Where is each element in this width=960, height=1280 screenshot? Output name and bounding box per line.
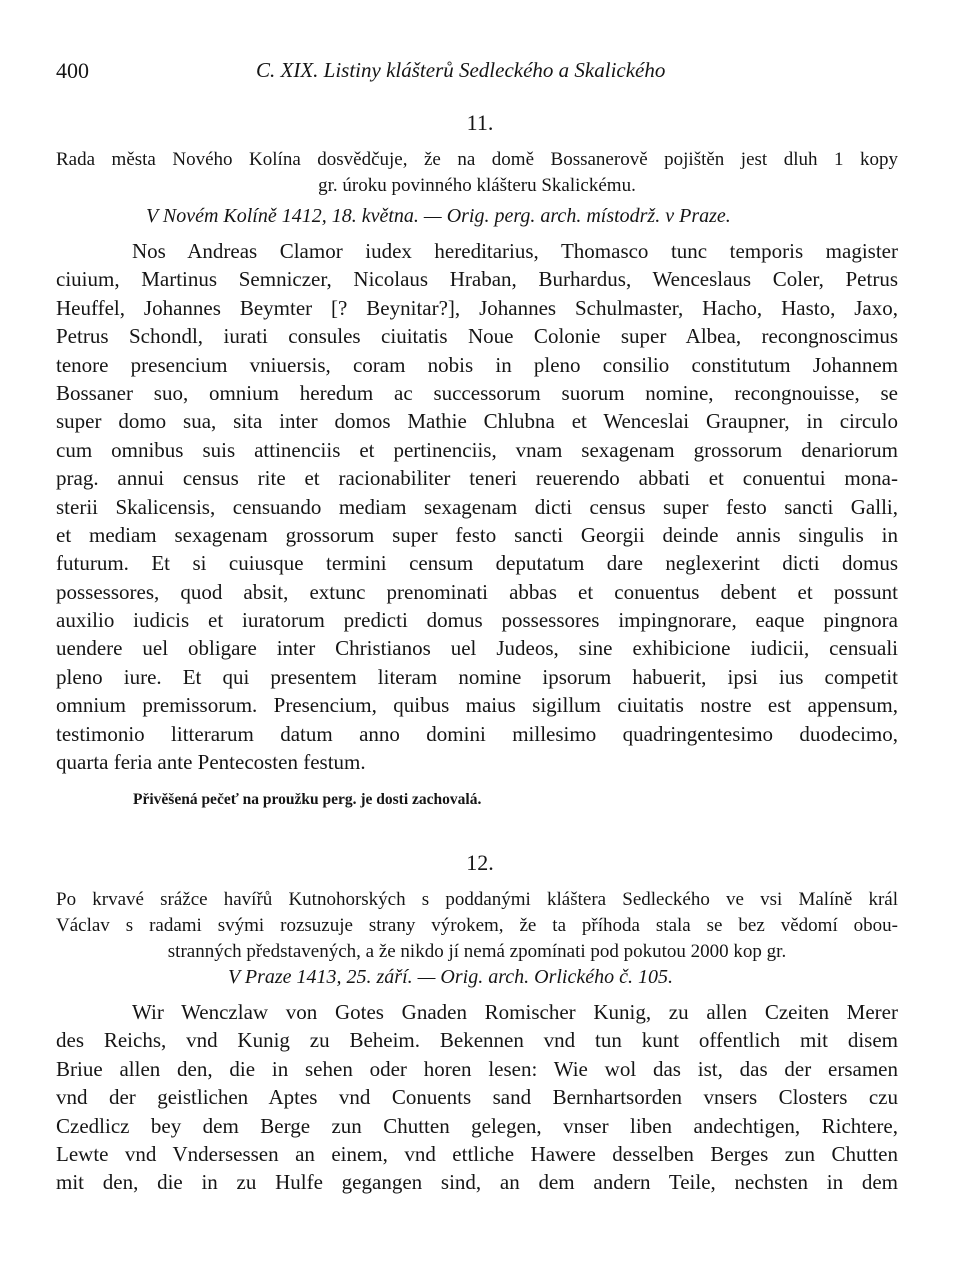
text-line: mit den, die in zu Hulfe gegangen sind, an dem andern Teile, nechsten in dem bbox=[56, 1170, 898, 1195]
summary-line: Po krvavé srážce havířů Kutnohorských s poddanými kláštera Sedleckého ve vsi Malíně král bbox=[56, 889, 898, 910]
summary-line: Václav s radami svými rozsuzuje strany výrokem, že ta příhoda stala se bez vědomí obou- bbox=[56, 915, 898, 936]
entry-12-dateline: V Praze 1413, 25. září. — Orig. arch. Orlického č. 105. bbox=[228, 966, 673, 988]
text-line: Briue allen den, die in sehen oder horen lesen: Wie wol das ist, das der ersamen bbox=[56, 1056, 898, 1081]
text-line: testimonio litterarum datum anno domini millesimo quadringentesimo duodecimo, bbox=[56, 721, 898, 746]
text-line: futurum. Et si cuiusque termini censum deputatum dare neglexerint dicti domus bbox=[56, 551, 898, 576]
text-line: cum omnibus suis attinenciis et pertinenciis, vnam sexagenam grossorum denariorum bbox=[56, 437, 898, 462]
text-line: Lewte vnd Vndersessen an einem, vnd ettliche Hawere desselben Berges zun Chutten bbox=[56, 1141, 898, 1166]
text-line: Czedlicz bey dem Berge zun Chutten gelegen, vnser liben andechtigen, Richtere, bbox=[56, 1113, 898, 1138]
text-line: super domo sua, sita inter domos Mathie Chlubna et Wenceslai Graupner, in circulo bbox=[56, 409, 898, 434]
text-line: omnium premissorum. Presencium, quibus maius sigillum ciuitatis nostre est appensum, bbox=[56, 693, 898, 718]
page-header bbox=[56, 58, 898, 88]
text-line: Wir Wenczlaw von Gotes Gnaden Romischer Kunig, zu allen Czeiten Merer bbox=[132, 1000, 898, 1024]
text-line: des Reichs, vnd Kunig zu Beheim. Bekennen vnd tun kunt offentlich mit disem bbox=[56, 1028, 898, 1053]
entry-11-number: 11. bbox=[466, 110, 494, 135]
summary-line: gr. úroku povinného klášteru Skalickému. bbox=[318, 175, 636, 196]
summary-line: stranných představených, a že nikdo jí nemá zpomínati pod pokutou 2000 kop gr. bbox=[167, 941, 787, 962]
entry-11-dateline: V Novém Kolíně 1412, 18. května. — Orig. perg. arch. místodrž. v Praze. bbox=[146, 205, 731, 227]
text-line: prag. annui census rite et racionabiliter teneri reuerendo abbati et conuentui mona- bbox=[56, 466, 898, 491]
summary-line: Rada města Nového Kolína dosvědčuje, že na domě Bossanerově pojištěn jest dluh 1 kopy bbox=[56, 149, 898, 170]
text-line: quarta feria ante Pentecosten festum. bbox=[56, 750, 366, 775]
text-line: vnd der geistlichen Aptes vnd Conuents sand Bernhartsorden vnsers Closters czu bbox=[56, 1085, 898, 1110]
text-line: Nos Andreas Clamor iudex hereditarius, Thomasco tunc temporis magister bbox=[132, 239, 898, 263]
entry-12-summary bbox=[56, 887, 898, 965]
entry-11-text bbox=[56, 237, 898, 776]
text-line: Bossaner suo, omnium heredum ac successorum suorum nomine, recongnouisse, se bbox=[56, 380, 898, 405]
text-line: auxilio iudicis et iuratorum predicti domus possessores impingnorare, eaque pingnora bbox=[56, 608, 898, 633]
running-title: C. XIX. Listiny klášterů Sedleckého a Skalického bbox=[256, 58, 666, 82]
entry-12-text bbox=[56, 998, 898, 1197]
text-line: et mediam sexagenam grossorum super festo sancti Georgii deinde annis singulis in bbox=[56, 522, 898, 547]
text-line: Heuffel, Johannes Beymter [? Beynitar?], Johannes Schulmaster, Hacho, Hasto, Jaxo, bbox=[56, 295, 898, 320]
text-line: uendere uel obligare inter Christianos uel Judeos, sine exhibicione iudicii, censuali bbox=[56, 636, 898, 661]
text-line: ciuium, Martinus Semniczer, Nicolaus Hraban, Burhardus, Wenceslaus Coler, Petrus bbox=[56, 267, 898, 292]
text-line: Petrus Schondl, iurati consules ciuitatis Noue Colonie super Albea, recongnoscimus bbox=[56, 324, 898, 349]
entry-11-note: Přivěšená pečeť na proužku perg. je dosti zachovalá. bbox=[133, 791, 482, 808]
entry-12-number: 12. bbox=[466, 850, 494, 875]
entry-11-summary bbox=[56, 147, 898, 199]
text-line: sterii Skalicensis, censuando mediam sexagenam dicti census super festo sancti Galli, bbox=[56, 494, 898, 519]
text-line: tenore presencium vniuersis, coram nobis in pleno consilio constitutum Johannem bbox=[56, 352, 898, 377]
text-line: possessores, quod absit, extunc prenominati abbas et conuentus debent et possunt bbox=[56, 579, 898, 604]
page-number: 400 bbox=[56, 58, 89, 83]
text-line: pleno iure. Et qui presentem literam nomine ipsorum habuerit, ipsi ius competit bbox=[56, 664, 898, 689]
